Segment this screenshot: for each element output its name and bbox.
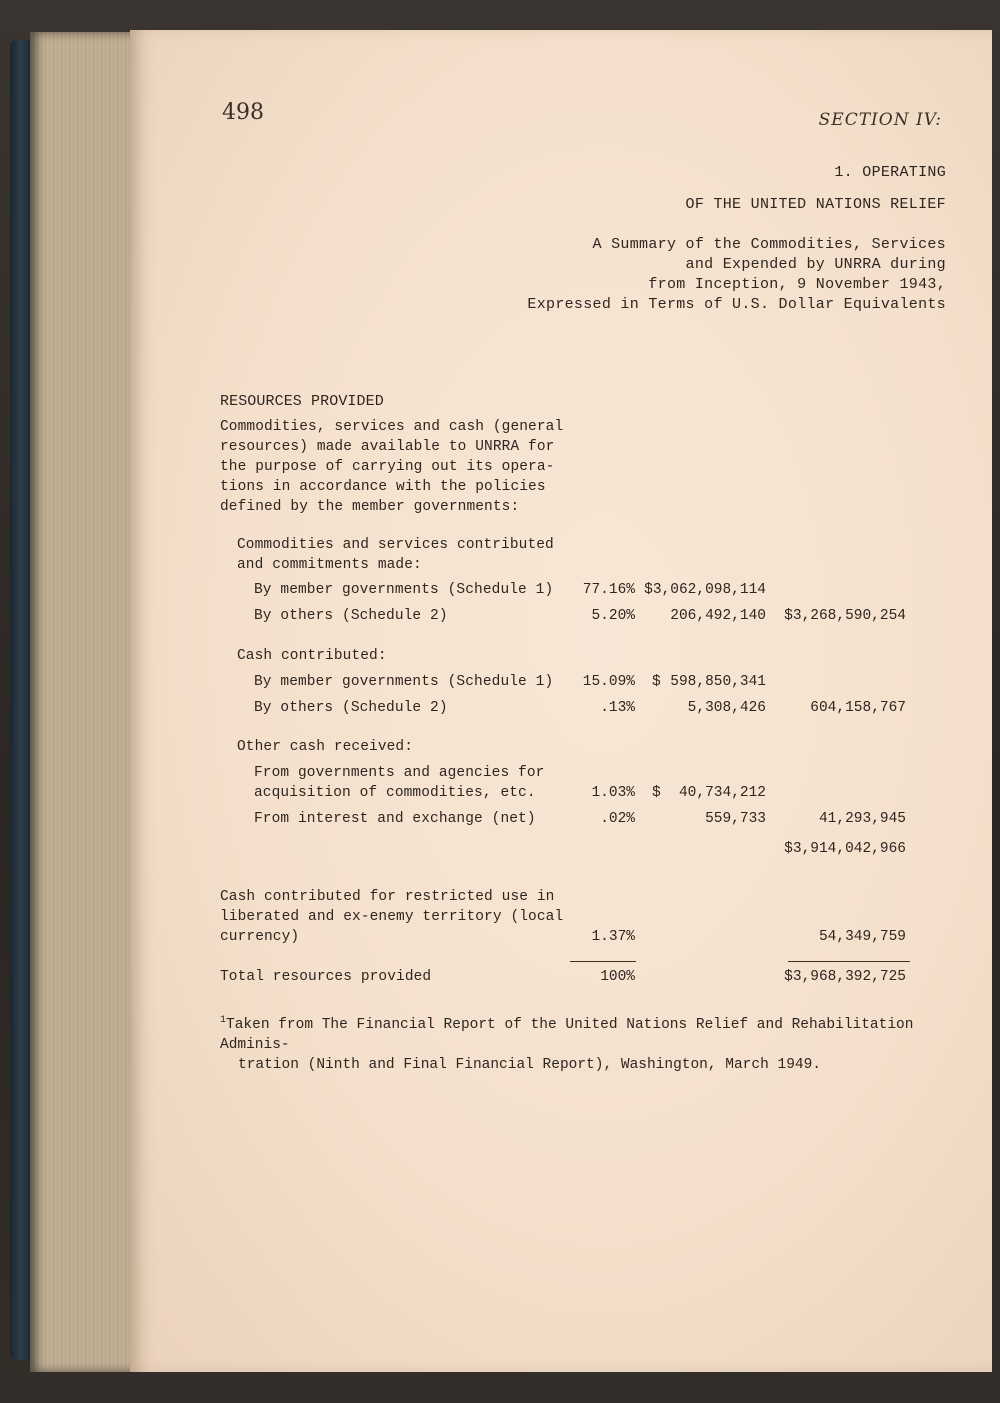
section-heading: SECTION IV:: [818, 110, 942, 130]
row-amount: 5,308,426: [687, 700, 766, 716]
grand-total-amount: $3,968,392,725: [784, 969, 906, 985]
restricted-line: liberated and ex-enemy territory (local: [220, 909, 564, 925]
intro-line: Commodities, services and cash (general: [220, 419, 564, 435]
row-total: $3,268,590,254: [784, 608, 906, 624]
org-heading: OF THE UNITED NATIONS RELIEF: [685, 196, 946, 213]
intro-line: the purpose of carrying out its opera-: [220, 459, 555, 475]
book-page: [130, 30, 992, 1372]
total-rule-percent: [570, 961, 636, 962]
intro-line: resources) made available to UNRRA for: [220, 439, 555, 455]
part-heading: 1. OPERATING: [834, 164, 946, 181]
row-percent: 1.37%: [591, 929, 635, 945]
other-cash-heading: Other cash received:: [237, 739, 414, 755]
summary-line: from Inception, 9 November 1943,: [648, 276, 946, 293]
summary-line: and Expended by UNRRA during: [685, 256, 946, 273]
restricted-line: currency): [220, 929, 300, 945]
resources-title: RESOURCES PROVIDED: [220, 393, 384, 410]
restricted-line: Cash contributed for restricted use in: [220, 889, 555, 905]
row-amount: 40,734,212: [678, 785, 766, 801]
row-label: From governments and agencies for: [254, 765, 545, 781]
footnote-marker: 1: [220, 1015, 227, 1026]
footnote-line: tration (Ninth and Final Financial Report), Washington, March 1949.: [238, 1056, 821, 1073]
row-label: By member governments (Schedule 1): [254, 582, 554, 598]
row-amount: 559,733: [705, 811, 766, 827]
commodities-heading: Commodities and services contributed: [237, 537, 554, 553]
book-cover-edge: [10, 40, 32, 1360]
page-number: 498: [222, 100, 264, 125]
row-label: acquisition of commodities, etc.: [254, 785, 536, 801]
grand-total-percent: 100%: [600, 969, 635, 985]
total-rule-amount: [788, 961, 910, 962]
row-total: 41,293,945: [818, 811, 906, 827]
row-total: 604,158,767: [810, 700, 906, 716]
commodities-heading: and commitments made:: [237, 557, 422, 573]
row-percent: 1.03%: [591, 785, 635, 801]
row-label: From interest and exchange (net): [254, 811, 536, 827]
grand-total-label: Total resources provided: [220, 969, 432, 985]
row-amount: $3,062,098,114: [644, 582, 766, 598]
summary-line: Expressed in Terms of U.S. Dollar Equivalents: [527, 296, 946, 313]
summary-line: A Summary of the Commodities, Services: [592, 236, 946, 253]
row-label: By others (Schedule 2): [254, 700, 448, 716]
row-total: 54,349,759: [818, 929, 906, 945]
row-amount: 206,492,140: [670, 608, 766, 624]
row-label: By member governments (Schedule 1): [254, 674, 554, 690]
row-percent: 5.20%: [591, 608, 635, 624]
dollar-sign: $: [652, 785, 661, 801]
cash-heading: Cash contributed:: [237, 648, 387, 664]
subtotal: $3,914,042,966: [784, 841, 906, 857]
footnote: [220, 1011, 960, 1075]
footnote-line: Taken from The Financial Report of the United Nations Relief and Rehabilitation Adminis-: [220, 1016, 914, 1053]
dollar-sign: $: [652, 674, 661, 690]
page-stack-edge: [30, 32, 135, 1372]
row-amount: 598,850,341: [670, 674, 766, 690]
row-percent: .13%: [600, 700, 635, 716]
row-percent: .02%: [600, 811, 635, 827]
row-percent: 15.09%: [582, 674, 635, 690]
row-label: By others (Schedule 2): [254, 608, 448, 624]
intro-line: tions in accordance with the policies: [220, 479, 546, 495]
row-percent: 77.16%: [582, 582, 635, 598]
intro-line: defined by the member governments:: [220, 499, 520, 515]
